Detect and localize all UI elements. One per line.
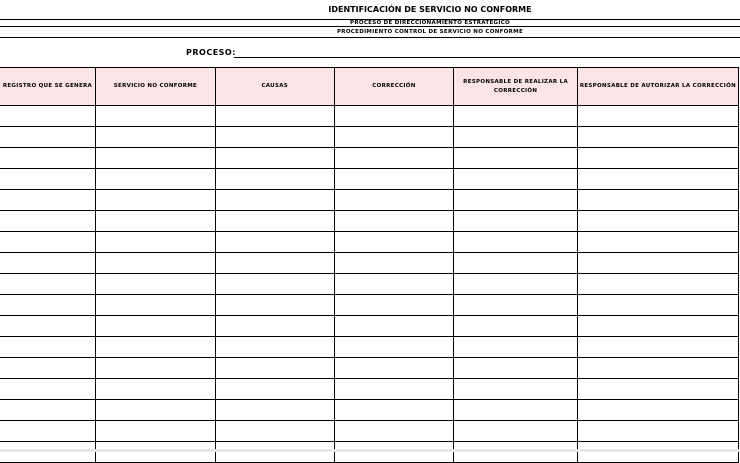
table-cell[interactable] — [0, 127, 95, 148]
table-cell[interactable] — [215, 253, 334, 274]
table-cell[interactable] — [95, 148, 215, 169]
table-cell[interactable] — [215, 295, 334, 316]
table-row — [0, 190, 739, 211]
table-cell[interactable] — [454, 232, 577, 253]
table-cell[interactable] — [215, 211, 334, 232]
table-cell[interactable] — [95, 442, 215, 463]
table-cell[interactable] — [215, 421, 334, 442]
table-row — [0, 379, 739, 400]
table-cell[interactable] — [454, 127, 577, 148]
table-cell[interactable] — [577, 106, 738, 127]
table-cell[interactable] — [334, 379, 454, 400]
table-cell[interactable] — [334, 148, 454, 169]
table-cell[interactable] — [0, 379, 95, 400]
table-cell[interactable] — [454, 442, 577, 463]
table-row — [0, 337, 739, 358]
table-cell[interactable] — [577, 316, 738, 337]
table-cell[interactable] — [0, 337, 95, 358]
table-cell[interactable] — [334, 400, 454, 421]
table-cell[interactable] — [454, 169, 577, 190]
table-cell[interactable] — [0, 148, 95, 169]
table-cell[interactable] — [215, 316, 334, 337]
column-header-registro: REGISTRO QUE SE GENERA — [0, 68, 95, 106]
table-cell[interactable] — [215, 148, 334, 169]
table-cell[interactable] — [454, 421, 577, 442]
nonconforming-service-table — [0, 67, 739, 463]
table-cell[interactable] — [0, 169, 95, 190]
table-cell[interactable] — [95, 127, 215, 148]
table-cell[interactable] — [215, 379, 334, 400]
table-row — [0, 442, 739, 463]
table-cell[interactable] — [454, 211, 577, 232]
table-cell[interactable] — [95, 295, 215, 316]
table-cell[interactable] — [0, 106, 95, 127]
table-cell[interactable] — [95, 337, 215, 358]
table-cell[interactable] — [0, 211, 95, 232]
table-row — [0, 211, 739, 232]
table-cell[interactable] — [0, 400, 95, 421]
table-cell[interactable] — [454, 253, 577, 274]
table-cell[interactable] — [577, 211, 738, 232]
form-title: IDENTIFICACIÓN DE SERVICIO NO CONFORME — [328, 5, 532, 14]
table-row — [0, 274, 739, 295]
table-cell[interactable] — [215, 400, 334, 421]
table-cell[interactable] — [95, 379, 215, 400]
table-cell[interactable] — [577, 337, 738, 358]
table-row — [0, 358, 739, 379]
table-cell[interactable] — [215, 106, 334, 127]
table-cell[interactable] — [454, 274, 577, 295]
column-header-servicio: SERVICIO NO CONFORME — [95, 68, 215, 106]
column-header-causas: CAUSAS — [215, 68, 334, 106]
table-cell[interactable] — [334, 169, 454, 190]
table-cell[interactable] — [95, 400, 215, 421]
table-row — [0, 169, 739, 190]
table-cell[interactable] — [334, 211, 454, 232]
table-cell[interactable] — [577, 232, 738, 253]
table-cell[interactable] — [334, 106, 454, 127]
table-row — [0, 106, 739, 127]
table-cell[interactable] — [95, 169, 215, 190]
table-cell[interactable] — [0, 421, 95, 442]
procedure-subtitle: PROCEDIMIENTO CONTROL DE SERVICIO NO CONFORME — [336, 29, 524, 35]
table-cell[interactable] — [577, 295, 738, 316]
table-cell[interactable] — [577, 442, 738, 463]
table-cell[interactable] — [0, 253, 95, 274]
table-cell[interactable] — [577, 253, 738, 274]
table-cell[interactable] — [577, 421, 738, 442]
table-cell[interactable] — [577, 148, 738, 169]
table-cell[interactable] — [95, 316, 215, 337]
table-cell[interactable] — [334, 190, 454, 211]
table-cell[interactable] — [577, 400, 738, 421]
table-cell[interactable] — [334, 337, 454, 358]
table-cell[interactable] — [215, 232, 334, 253]
table-cell[interactable] — [0, 232, 95, 253]
table-cell[interactable] — [454, 337, 577, 358]
table-row — [0, 421, 739, 442]
table-cell[interactable] — [95, 106, 215, 127]
table-cell[interactable] — [215, 169, 334, 190]
table-cell[interactable] — [95, 421, 215, 442]
table-row — [0, 127, 739, 148]
table-cell[interactable] — [215, 190, 334, 211]
table-row — [0, 400, 739, 421]
table-cell[interactable] — [334, 358, 454, 379]
column-header-correccion: CORRECCIÓN — [334, 68, 454, 106]
table-cell[interactable] — [334, 127, 454, 148]
table-cell[interactable] — [577, 358, 738, 379]
table-cell[interactable] — [334, 253, 454, 274]
table-cell[interactable] — [95, 190, 215, 211]
table-cell[interactable] — [454, 190, 577, 211]
table-cell[interactable] — [454, 316, 577, 337]
table-cell[interactable] — [215, 127, 334, 148]
table-cell[interactable] — [215, 442, 334, 463]
table-row — [0, 148, 739, 169]
table-cell[interactable] — [454, 400, 577, 421]
column-header-responsable-autorizar: RESPONSABLE DE AUTORIZAR LA CORRECCIÓN — [577, 68, 738, 106]
table-cell[interactable] — [334, 295, 454, 316]
table-cell[interactable] — [215, 358, 334, 379]
table-cell[interactable] — [454, 106, 577, 127]
table-row — [0, 253, 739, 274]
table-cell[interactable] — [95, 253, 215, 274]
table-cell[interactable] — [334, 442, 454, 463]
table-cell[interactable] — [454, 148, 577, 169]
table-cell[interactable] — [95, 358, 215, 379]
table-cell[interactable] — [334, 316, 454, 337]
divider — [0, 37, 740, 38]
table-cell[interactable] — [0, 442, 95, 463]
table-cell[interactable] — [95, 274, 215, 295]
table-cell[interactable] — [577, 169, 738, 190]
table-cell[interactable] — [95, 232, 215, 253]
table-cell[interactable] — [0, 274, 95, 295]
table-header-row — [0, 68, 739, 106]
process-subtitle: PROCESO DE DIRECCIONAMIENTO ESTRATEGICO — [349, 20, 511, 26]
proceso-field[interactable] — [234, 57, 740, 58]
table-cell[interactable] — [577, 190, 738, 211]
table-cell[interactable] — [577, 379, 738, 400]
divider — [0, 26, 740, 27]
table-row — [0, 295, 739, 316]
table-cell[interactable] — [454, 379, 577, 400]
table-cell[interactable] — [0, 316, 95, 337]
table-cell[interactable] — [0, 358, 95, 379]
table-cell[interactable] — [215, 337, 334, 358]
table-cell[interactable] — [215, 274, 334, 295]
table-cell[interactable] — [95, 211, 215, 232]
proceso-label: PROCESO: — [186, 48, 236, 57]
table-cell[interactable] — [577, 274, 738, 295]
table-cell[interactable] — [334, 421, 454, 442]
table-cell[interactable] — [577, 127, 738, 148]
table-cell[interactable] — [0, 190, 95, 211]
table-row — [0, 232, 739, 253]
table-cell[interactable] — [334, 232, 454, 253]
table-cell[interactable] — [0, 295, 95, 316]
table-cell[interactable] — [454, 295, 577, 316]
column-header-responsable-realizar: RESPONSABLE DE REALIZAR LA CORRECCIÓN — [454, 68, 577, 106]
table-cell[interactable] — [454, 358, 577, 379]
table-cell[interactable] — [334, 274, 454, 295]
table-row — [0, 316, 739, 337]
